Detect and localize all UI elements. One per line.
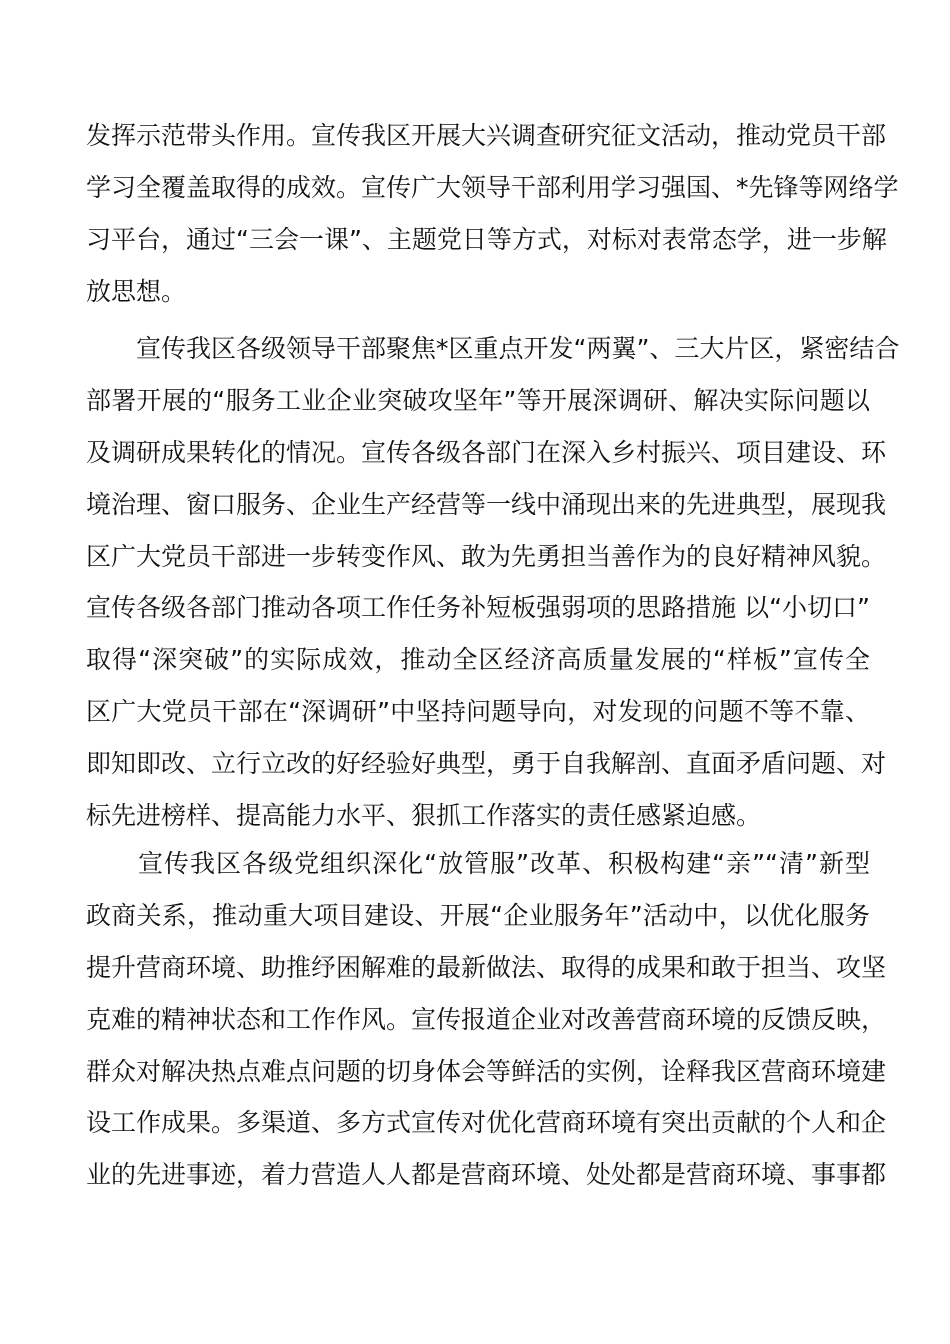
paragraph-line: 即知即改、立行立改的好经验好典型，勇于自我解剖、直面矛盾问题、对 — [86, 749, 887, 779]
paragraph-line: 群众对解决热点难点问题的切身体会等鲜活的实例，诠释我区营商环境建 — [86, 1056, 887, 1086]
paragraph-line: 设工作成果。多渠道、多方式宣传对优化营商环境有突出贡献的个人和企 — [86, 1108, 887, 1138]
paragraph-1 — [86, 110, 899, 318]
paragraph-line: 学习全覆盖取得的成效。宣传广大领导干部利用学习强国、*先锋等网络学 — [86, 172, 899, 202]
paragraph-line: 宣传我区各级党组织深化“放管服”改革、积极构建“亲”“清”新型 — [86, 849, 870, 878]
paragraph-line: 政商关系，推动重大项目建设、开展“企业服务年”活动中，以优化服务 — [86, 900, 870, 930]
paragraph-line: 及调研成果转化的情况。宣传各级各部门在深入乡村振兴、项目建设、环 — [86, 437, 887, 467]
paragraph-line: 取得“深突破”的实际成效，推动全区经济高质量发展的“样板”宣传全 — [86, 645, 870, 675]
paragraph-line: 习平台，通过“三会一课”、主题党日等方式，对标对表常态学，进一步解 — [86, 224, 887, 254]
paragraph-line: 提升营商环境、助推纾困解难的最新做法、取得的成果和敢于担当、攻坚 — [86, 952, 887, 982]
paragraph-line: 宣传我区各级领导干部聚焦*区重点开发“两翼”、三大片区，紧密结合 — [86, 334, 900, 363]
paragraph-line: 宣传各级各部门推动各项工作任务补短板强弱项的思路措施 以“小切口” — [86, 593, 870, 623]
paragraph-line: 部署开展的“服务工业企业突破攻坚年”等开展深调研、解决实际问题以 — [86, 385, 870, 415]
paragraph-line: 区广大党员干部在“深调研”中坚持问题导向，对发现的问题不等不靠、 — [86, 697, 870, 727]
paragraph-line: 克难的精神状态和工作作风。宣传报道企业对改善营商环境的反馈反映， — [86, 1004, 887, 1034]
paragraph-line: 放思想。 — [86, 276, 187, 306]
paragraph-line: 区广大党员干部进一步转变作风、敢为先勇担当善作为的良好精神风貌。 — [86, 541, 887, 571]
paragraph-line: 标先进榜样、提高能力水平、狠抓工作落实的责任感紧迫感。 — [86, 801, 762, 831]
paragraph-line: 境治理、窗口服务、企业生产经营等一线中涌现出来的先进典型，展现我 — [86, 489, 887, 519]
paragraph-2 — [86, 323, 900, 842]
paragraph-3 — [86, 838, 887, 1201]
paragraph-line: 发挥示范带头作用。宣传我区开展大兴调查研究征文活动，推动党员干部 — [86, 121, 887, 150]
paragraph-line: 业的先进事迹，着力营造人人都是营商环境、处处都是营商环境、事事都 — [86, 1160, 887, 1190]
